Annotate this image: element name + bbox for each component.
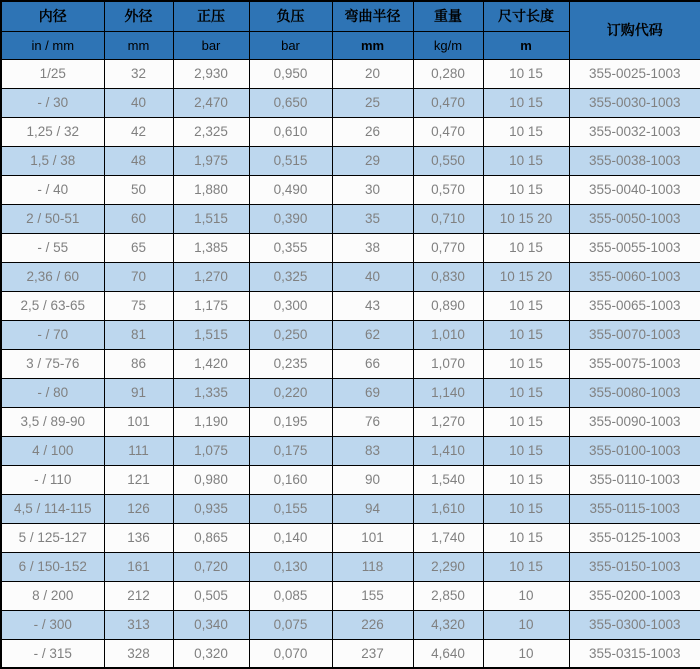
table-header [1,1,700,59]
cell-order-code: 355-0060-1003 [569,262,700,291]
cell-length: 10 15 [483,146,569,175]
cell-inner-diameter: 1/25 [1,59,104,88]
cell-positive-pressure: 2,325 [173,117,249,146]
subheader-bend-radius-unit: mm [332,31,413,59]
cell-order-code: 355-0055-1003 [569,233,700,262]
cell-inner-diameter: 6 / 150-152 [1,552,104,581]
cell-weight: 1,740 [413,523,483,552]
cell-bend-radius: 83 [332,436,413,465]
cell-length: 10 15 [483,233,569,262]
cell-positive-pressure: 1,385 [173,233,249,262]
cell-outer-diameter: 313 [104,610,173,639]
cell-bend-radius: 43 [332,291,413,320]
cell-positive-pressure: 0,935 [173,494,249,523]
cell-order-code: 355-0025-1003 [569,59,700,88]
cell-weight: 2,850 [413,581,483,610]
cell-outer-diameter: 40 [104,88,173,117]
cell-negative-pressure: 0,130 [249,552,332,581]
cell-outer-diameter: 32 [104,59,173,88]
cell-weight: 0,770 [413,233,483,262]
table-row [1,262,700,291]
cell-outer-diameter: 91 [104,378,173,407]
table-row [1,88,700,117]
cell-order-code: 355-0065-1003 [569,291,700,320]
cell-inner-diameter: 4,5 / 114-115 [1,494,104,523]
cell-order-code: 355-0075-1003 [569,349,700,378]
cell-order-code: 355-0032-1003 [569,117,700,146]
cell-inner-diameter: - / 110 [1,465,104,494]
cell-positive-pressure: 2,470 [173,88,249,117]
cell-inner-diameter: 3 / 75-76 [1,349,104,378]
cell-positive-pressure: 0,320 [173,639,249,668]
subheader-weight-unit: kg/m [413,31,483,59]
cell-negative-pressure: 0,160 [249,465,332,494]
cell-bend-radius: 155 [332,581,413,610]
table-row [1,610,700,639]
cell-inner-diameter: 2 / 50-51 [1,204,104,233]
cell-positive-pressure: 1,975 [173,146,249,175]
cell-bend-radius: 101 [332,523,413,552]
cell-inner-diameter: - / 30 [1,88,104,117]
cell-bend-radius: 26 [332,117,413,146]
cell-outer-diameter: 111 [104,436,173,465]
cell-bend-radius: 69 [332,378,413,407]
cell-positive-pressure: 1,515 [173,320,249,349]
cell-negative-pressure: 0,075 [249,610,332,639]
cell-length: 10 15 [483,291,569,320]
cell-order-code: 355-0038-1003 [569,146,700,175]
cell-length: 10 15 [483,436,569,465]
cell-bend-radius: 38 [332,233,413,262]
cell-order-code: 355-0100-1003 [569,436,700,465]
cell-weight: 0,830 [413,262,483,291]
header-row-labels [1,1,700,31]
cell-negative-pressure: 0,490 [249,175,332,204]
cell-bend-radius: 29 [332,146,413,175]
cell-inner-diameter: 8 / 200 [1,581,104,610]
table-row [1,407,700,436]
table-row [1,117,700,146]
table-row [1,523,700,552]
cell-order-code: 355-0200-1003 [569,581,700,610]
cell-order-code: 355-0110-1003 [569,465,700,494]
cell-inner-diameter: 1,25 / 32 [1,117,104,146]
cell-weight: 1,140 [413,378,483,407]
cell-outer-diameter: 42 [104,117,173,146]
cell-bend-radius: 30 [332,175,413,204]
header-negative-pressure: 负压 [249,1,332,31]
cell-positive-pressure: 0,980 [173,465,249,494]
cell-positive-pressure: 1,880 [173,175,249,204]
cell-negative-pressure: 0,220 [249,378,332,407]
header-order-code: 订购代码 [569,1,700,59]
cell-length: 10 [483,639,569,668]
cell-order-code: 355-0150-1003 [569,552,700,581]
cell-inner-diameter: - / 80 [1,378,104,407]
cell-outer-diameter: 126 [104,494,173,523]
table-row [1,204,700,233]
cell-bend-radius: 237 [332,639,413,668]
cell-bend-radius: 94 [332,494,413,523]
header-length: 尺寸长度 [483,1,569,31]
cell-weight: 0,470 [413,88,483,117]
table-row [1,639,700,668]
cell-negative-pressure: 0,175 [249,436,332,465]
cell-bend-radius: 40 [332,262,413,291]
cell-length: 10 [483,581,569,610]
cell-weight: 0,470 [413,117,483,146]
cell-outer-diameter: 75 [104,291,173,320]
cell-weight: 1,270 [413,407,483,436]
cell-positive-pressure: 0,865 [173,523,249,552]
cell-order-code: 355-0030-1003 [569,88,700,117]
cell-length: 10 15 [483,59,569,88]
table-row [1,378,700,407]
table-row [1,436,700,465]
cell-outer-diameter: 101 [104,407,173,436]
cell-order-code: 355-0090-1003 [569,407,700,436]
cell-negative-pressure: 0,235 [249,349,332,378]
cell-length: 10 15 [483,552,569,581]
cell-weight: 4,320 [413,610,483,639]
cell-bend-radius: 118 [332,552,413,581]
cell-bend-radius: 66 [332,349,413,378]
cell-positive-pressure: 1,190 [173,407,249,436]
cell-inner-diameter: 1,5 / 38 [1,146,104,175]
cell-outer-diameter: 161 [104,552,173,581]
cell-bend-radius: 76 [332,407,413,436]
cell-negative-pressure: 0,085 [249,581,332,610]
cell-negative-pressure: 0,195 [249,407,332,436]
cell-weight: 1,410 [413,436,483,465]
cell-order-code: 355-0315-1003 [569,639,700,668]
cell-inner-diameter: - / 70 [1,320,104,349]
cell-outer-diameter: 328 [104,639,173,668]
header-bend-radius: 弯曲半径 [332,1,413,31]
cell-length: 10 15 [483,349,569,378]
table-row [1,552,700,581]
cell-inner-diameter: 2,36 / 60 [1,262,104,291]
cell-negative-pressure: 0,250 [249,320,332,349]
table-row [1,233,700,262]
cell-negative-pressure: 0,355 [249,233,332,262]
table-body [1,59,700,668]
cell-length: 10 15 [483,523,569,552]
cell-length: 10 15 [483,88,569,117]
cell-inner-diameter: 3,5 / 89-90 [1,407,104,436]
cell-outer-diameter: 86 [104,349,173,378]
cell-weight: 2,290 [413,552,483,581]
cell-order-code: 355-0115-1003 [569,494,700,523]
cell-inner-diameter: - / 315 [1,639,104,668]
cell-positive-pressure: 1,270 [173,262,249,291]
cell-positive-pressure: 0,720 [173,552,249,581]
cell-weight: 0,570 [413,175,483,204]
cell-bend-radius: 62 [332,320,413,349]
cell-length: 10 15 [483,465,569,494]
table-row [1,291,700,320]
cell-order-code: 355-0050-1003 [569,204,700,233]
cell-inner-diameter: 2,5 / 63-65 [1,291,104,320]
cell-positive-pressure: 2,930 [173,59,249,88]
table-row [1,349,700,378]
subheader-length-unit: m [483,31,569,59]
cell-negative-pressure: 0,070 [249,639,332,668]
cell-outer-diameter: 212 [104,581,173,610]
cell-positive-pressure: 1,075 [173,436,249,465]
cell-weight: 1,610 [413,494,483,523]
cell-negative-pressure: 0,610 [249,117,332,146]
cell-outer-diameter: 65 [104,233,173,262]
table-row [1,581,700,610]
cell-positive-pressure: 1,515 [173,204,249,233]
cell-weight: 0,280 [413,59,483,88]
cell-weight: 0,550 [413,146,483,175]
subheader-inner-diameter-unit: in / mm [1,31,104,59]
table-row [1,494,700,523]
cell-bend-radius: 25 [332,88,413,117]
cell-outer-diameter: 136 [104,523,173,552]
cell-positive-pressure: 1,175 [173,291,249,320]
cell-length: 10 15 20 [483,204,569,233]
cell-bend-radius: 35 [332,204,413,233]
cell-positive-pressure: 0,340 [173,610,249,639]
cell-negative-pressure: 0,650 [249,88,332,117]
cell-order-code: 355-0070-1003 [569,320,700,349]
cell-outer-diameter: 60 [104,204,173,233]
cell-inner-diameter: - / 300 [1,610,104,639]
cell-length: 10 15 [483,407,569,436]
header-inner-diameter: 内径 [1,1,104,31]
cell-length: 10 [483,610,569,639]
cell-outer-diameter: 121 [104,465,173,494]
header-positive-pressure: 正压 [173,1,249,31]
cell-inner-diameter: 5 / 125-127 [1,523,104,552]
cell-weight: 1,010 [413,320,483,349]
header-outer-diameter: 外径 [104,1,173,31]
table-row [1,175,700,204]
cell-order-code: 355-0040-1003 [569,175,700,204]
cell-weight: 1,070 [413,349,483,378]
subheader-positive-pressure-unit: bar [173,31,249,59]
table-row [1,59,700,88]
cell-weight: 0,710 [413,204,483,233]
cell-length: 10 15 20 [483,262,569,291]
cell-inner-diameter: - / 40 [1,175,104,204]
cell-inner-diameter: 4 / 100 [1,436,104,465]
cell-length: 10 15 [483,175,569,204]
cell-order-code: 355-0080-1003 [569,378,700,407]
cell-outer-diameter: 81 [104,320,173,349]
cell-bend-radius: 226 [332,610,413,639]
cell-bend-radius: 20 [332,59,413,88]
cell-outer-diameter: 50 [104,175,173,204]
cell-negative-pressure: 0,390 [249,204,332,233]
subheader-outer-diameter-unit: mm [104,31,173,59]
header-weight: 重量 [413,1,483,31]
cell-positive-pressure: 0,505 [173,581,249,610]
cell-length: 10 15 [483,320,569,349]
cell-weight: 0,890 [413,291,483,320]
cell-negative-pressure: 0,155 [249,494,332,523]
table-row [1,320,700,349]
cell-length: 10 15 [483,378,569,407]
cell-order-code: 355-0300-1003 [569,610,700,639]
cell-inner-diameter: - / 55 [1,233,104,262]
table-row [1,465,700,494]
cell-order-code: 355-0125-1003 [569,523,700,552]
cell-bend-radius: 90 [332,465,413,494]
cell-length: 10 15 [483,494,569,523]
cell-negative-pressure: 0,140 [249,523,332,552]
cell-positive-pressure: 1,420 [173,349,249,378]
cell-outer-diameter: 48 [104,146,173,175]
subheader-negative-pressure-unit: bar [249,31,332,59]
cell-negative-pressure: 0,300 [249,291,332,320]
cell-negative-pressure: 0,515 [249,146,332,175]
cell-negative-pressure: 0,950 [249,59,332,88]
cell-weight: 1,540 [413,465,483,494]
cell-length: 10 15 [483,117,569,146]
table-row [1,146,700,175]
cell-positive-pressure: 1,335 [173,378,249,407]
cell-outer-diameter: 70 [104,262,173,291]
cell-weight: 4,640 [413,639,483,668]
cell-negative-pressure: 0,325 [249,262,332,291]
